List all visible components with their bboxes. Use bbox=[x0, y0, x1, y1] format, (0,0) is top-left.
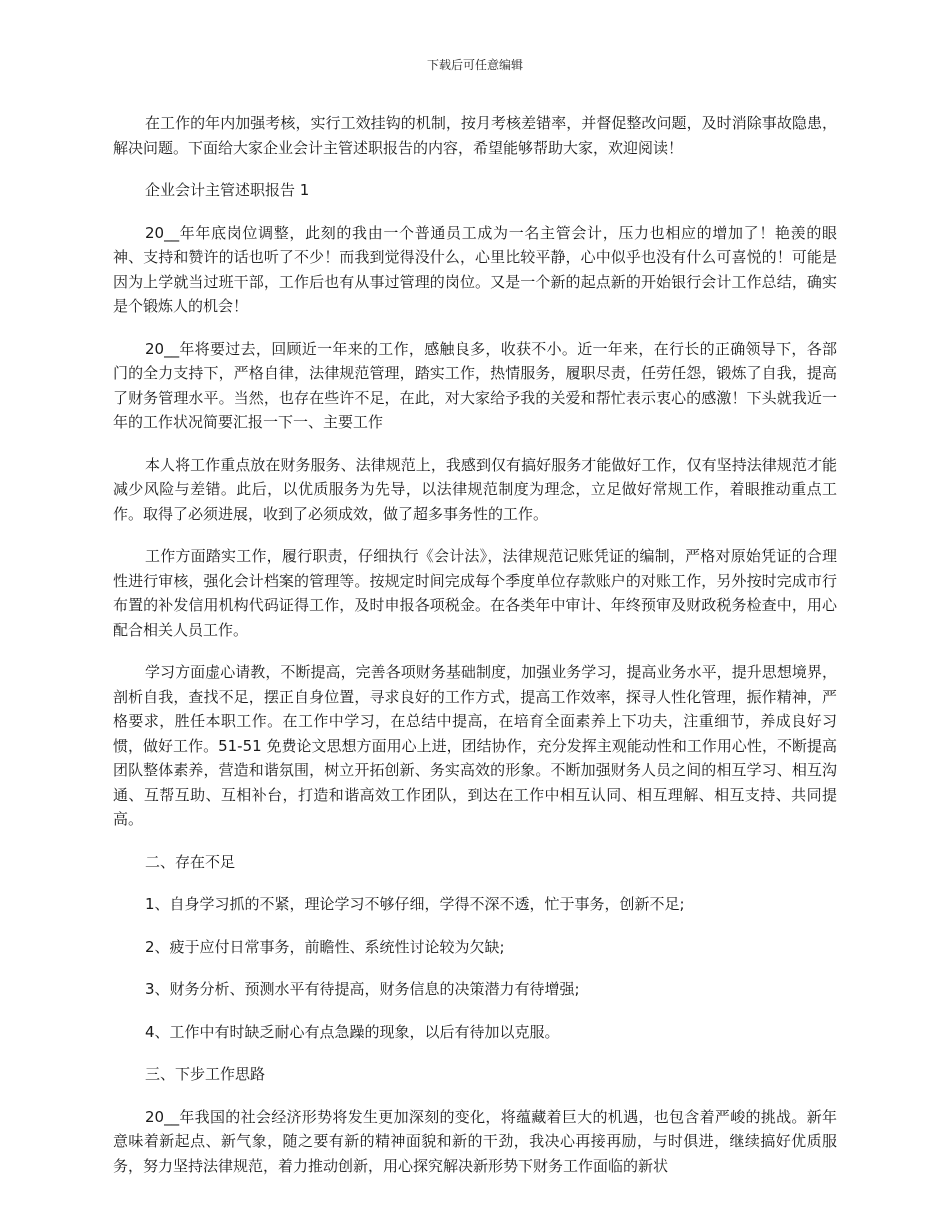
section-title: 企业会计主管述职报告 1 bbox=[145, 181, 310, 199]
paragraph: 在工作的年内加强考核，实行工效挂钩的机制，按月考核差错率，并督促整改问题，及时消除事故隐患，解决问题。下面给大家企业会计主管述职报告的内容，希望能够帮助大家，欢迎阅读！ bbox=[113, 114, 837, 157]
list-item: 2、疲于应付日常事务，前瞻性、系统性讨论较为欠缺; bbox=[145, 937, 505, 956]
list-item: 4、工作中有时缺乏耐心有点急躁的现象，以后有待加以克服。 bbox=[145, 1022, 560, 1041]
section-heading: 三、下步工作思路 bbox=[145, 1065, 266, 1083]
paragraph: 本人将工作重点放在财务服务、法律规范上，我感到仅有搞好服务才能做好工作，仅有坚持法律规范才能减少风险与差错。此后，以优质服务为先导，以法律规范制度为理念，立足做好常规工作，着眼推动重点工作。取得了必须进展，收到了必须成效，做了超多事务性的工作。 bbox=[113, 455, 837, 523]
section-heading: 二、存在不足 bbox=[145, 852, 236, 871]
paragraph: 20__年年底岗位调整，此刻的我由一个普通员工成为一名主管会计，压力也相应的增加了！艳羡的眼神、支持和赞许的话也听了不少！而我到觉得没什么，心里比较平静，心中似乎也没有什么可喜悦的！可能是因为上学就当过班干部，工作后也有从事过管理的岗位。又是一个新的起点新的开始银行会计工作总结，确实是个锻炼人的机会！ bbox=[113, 223, 837, 315]
paragraph: 工作方面踏实工作，履行职责，仔细执行《会计法》，法律规范记账凭证的编制，严格对原始凭证的合理性进行审核，强化会计档案的管理等。按规定时间完成每个季度单位存款账户的对账工作，另外按时完成市行布置的补发信用机构代码证得工作，及时申报各项税金。在各类年中审计、年终预审及财政税务检查中，用心配合相关人员工作。 bbox=[113, 547, 837, 639]
document-body bbox=[113, 111, 837, 1196]
list-item: 3、财务分析、预测水平有待提高，财务信息的决策潜力有待增强; bbox=[145, 980, 580, 998]
paragraph: 学习方面虚心请教，不断提高，完善各项财务基础制度，加强业务学习，提高业务水平，提升思想境界，剖析自我，查找不足，摆正自身位置，寻求良好的工作方式，提高工作效率，探寻人性化管理，振作精神，严格要求，胜任本职工作。在工作中学习，在总结中提高，在培育全面素养上下功夫，注重细节，养成良好习惯，做好工作。51-51 免费论文思想方面用心上进，团结协作，充分发挥主观能动性和工作用心性，不断提高团队整体素养，营造和谐氛围，树立开拓创新、务实高效的形象。不断加强财务人员之间的相互学习、相互沟通、互帮互助、互相补台，打造和谐高效工作团队，到达在工作中相互认同、相互理解、相互支持、共同提高。 bbox=[113, 663, 837, 828]
page-header: 下载后可任意编辑 bbox=[426, 58, 523, 72]
paragraph: 20__年将要过去，回顾近一年来的工作，感触良多，收获不小。近一年来，在行长的正确领导下，各部门的全力支持下，严格自律，法律规范管理，踏实工作，热情服务，履职尽责，任劳任怨，锻炼了自我，提高了财务管理水平。当然，也存在些许不足，在此，对大家给予我的关爱和帮忙表示衷心的感激！下头就我近一年的工作状况简要汇报一下一、主要工作 bbox=[113, 339, 837, 431]
list-item: 1、自身学习抓的不紧，理论学习不够仔细，学得不深不透，忙于事务，创新不足; bbox=[145, 895, 685, 913]
paragraph: 20__年我国的社会经济形势将发生更加深刻的变化，将蕴藏着巨大的机遇，也包含着严峻的挑战。新年意味着新起点、新气象，随之要有新的精神面貌和新的干劲，我决心再接再励，与时俱进，继续搞好优质服务，努力坚持法律规范，着力推动创新，用心探究解决新形势下财务工作面临的新状 bbox=[113, 1107, 837, 1175]
